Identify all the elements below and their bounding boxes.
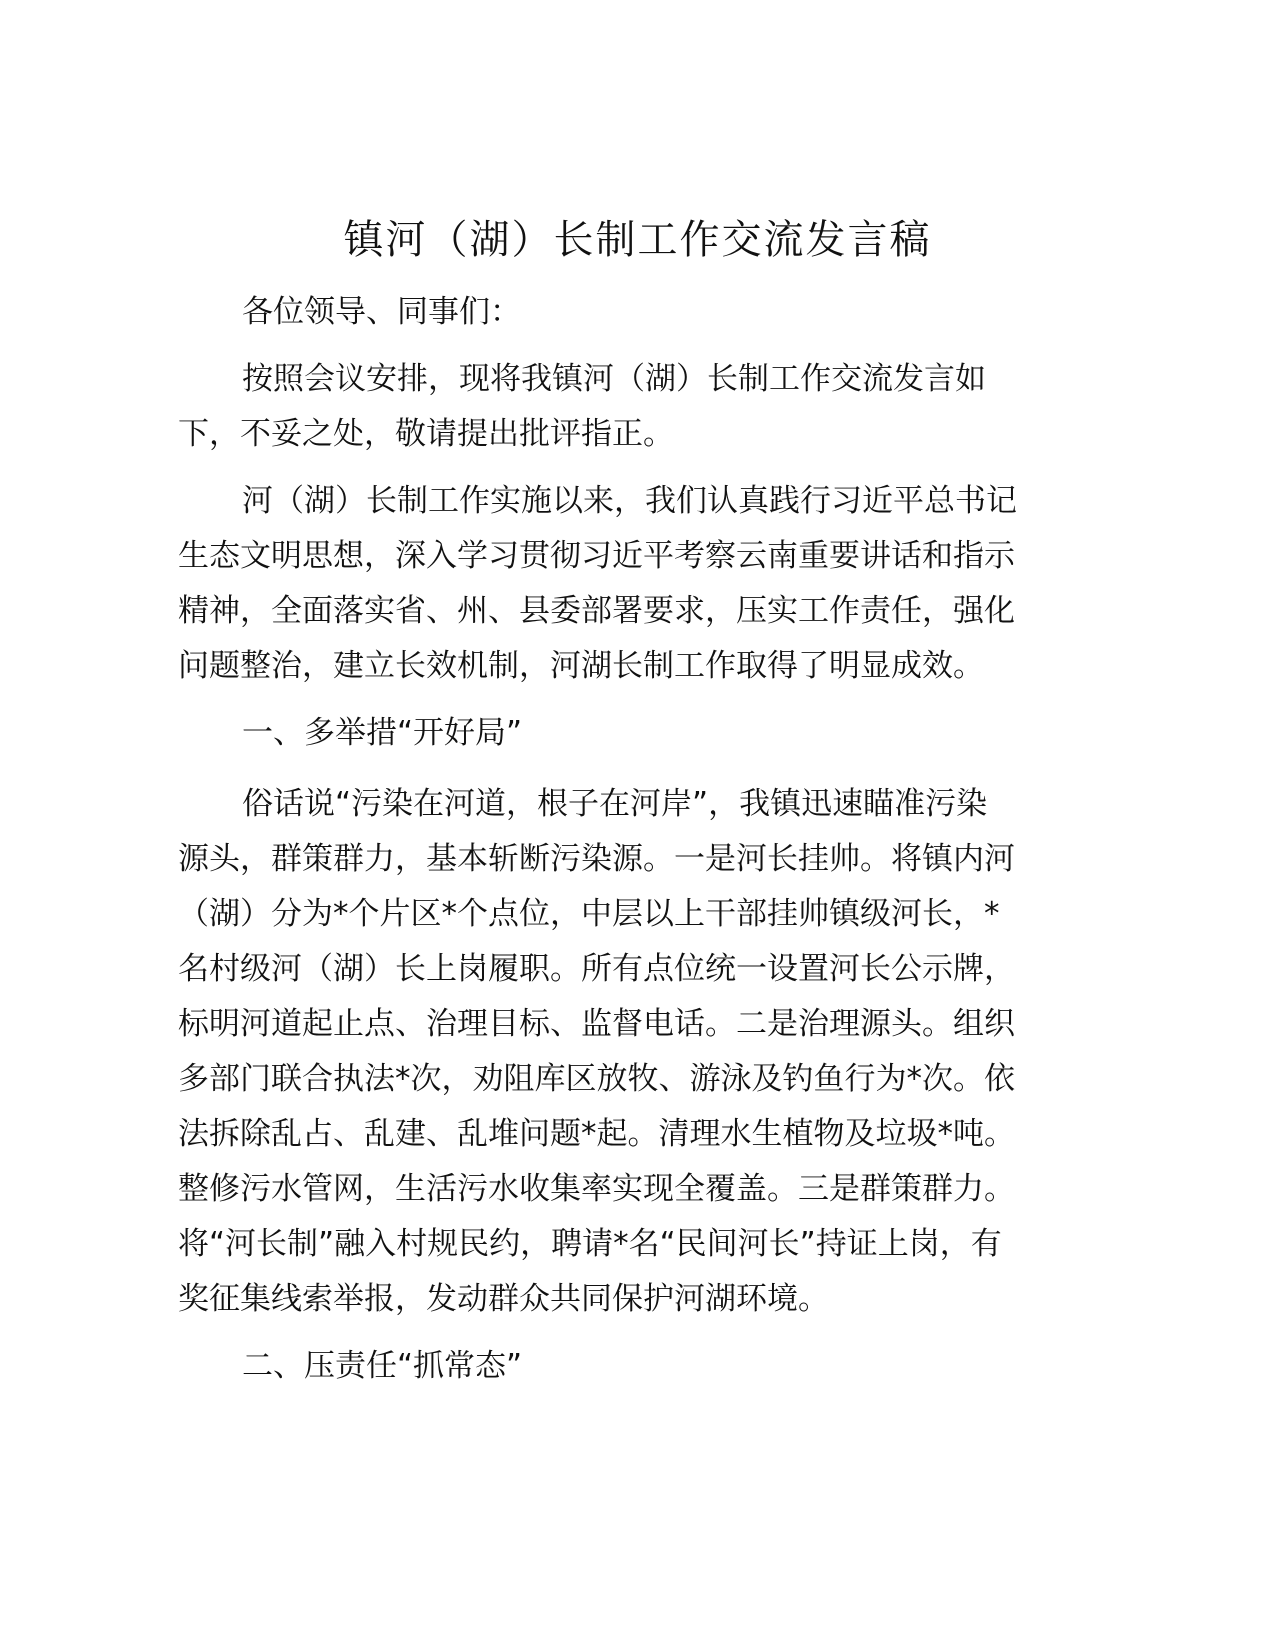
text-line: 奖征集线索举报，发动群众共同保护河湖环境。 <box>178 1281 829 1317</box>
text-line: 各位领导、同事们： <box>242 294 521 330</box>
document-body <box>178 285 1038 1410</box>
text-line: 一、多举措“开好局” <box>242 715 523 751</box>
text-line: 整修污水管网，生活污水收集率实现全覆盖。三是群策群力。 <box>178 1171 1015 1207</box>
text-line: 标明河道起止点、治理目标、监督电话。二是治理源头。组织 <box>178 1006 1015 1042</box>
section-heading <box>178 706 1038 761</box>
text-line: 精神，全面落实省、州、县委部署要求，压实工作责任，强化 <box>178 593 1015 629</box>
text-line: 二、压责任“抓常态” <box>242 1348 523 1384</box>
text-line: 多部门联合执法*次，劝阻库区放牧、游泳及钓鱼行为*次。依 <box>178 1061 1015 1097</box>
document-title: 镇河（湖）长制工作交流发言稿 <box>343 217 932 263</box>
paragraph <box>178 474 1038 694</box>
text-line: 下，不妥之处，敬请提出批评指正。 <box>178 416 674 452</box>
paragraph <box>178 352 1038 462</box>
text-line: 俗话说“污染在河道，根子在河岸”，我镇迅速瞄准污染 <box>242 786 988 822</box>
text-line: 河（湖）长制工作实施以来，我们认真践行习近平总书记 <box>242 483 1017 519</box>
text-line: （湖）分为*个片区*个点位，中层以上干部挂帅镇级河长，* <box>178 896 1000 932</box>
text-line: 按照会议安排，现将我镇河（湖）长制工作交流发言如 <box>242 361 986 397</box>
text-line: 法拆除乱占、乱建、乱堆问题*起。清理水生植物及垃圾*吨。 <box>178 1116 1015 1152</box>
paragraph <box>178 777 1038 1327</box>
text-line: 生态文明思想，深入学习贯彻习近平考察云南重要讲话和指示 <box>178 538 1015 574</box>
section-heading <box>178 1339 1038 1394</box>
text-line: 问题整治，建立长效机制，河湖长制工作取得了明显成效。 <box>178 648 984 684</box>
text-line: 名村级河（湖）长上岗履职。所有点位统一设置河长公示牌， <box>178 951 1015 987</box>
paragraph <box>178 285 1038 340</box>
text-line: 源头，群策群力，基本斩断污染源。一是河长挂帅。将镇内河 <box>178 841 1015 877</box>
text-line: 将“河长制”融入村规民约，聘请*名“民间河长”持证上岗，有 <box>178 1226 1002 1262</box>
